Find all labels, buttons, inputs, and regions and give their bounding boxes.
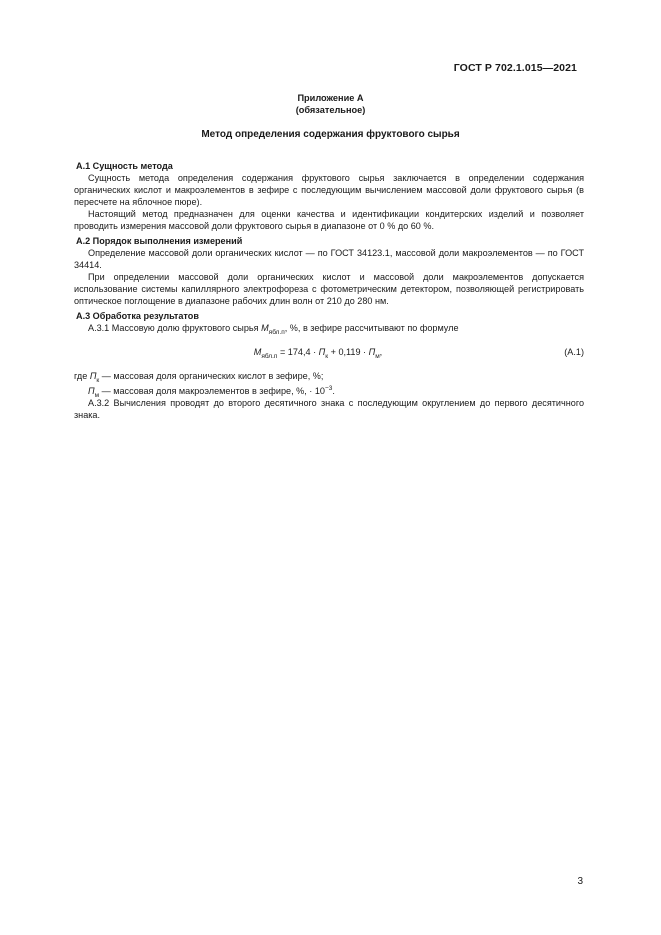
formula-p-m: П bbox=[368, 347, 376, 357]
formula-expression bbox=[74, 346, 584, 358]
formula-end: , bbox=[379, 347, 383, 357]
formula-sub-m: м bbox=[375, 352, 380, 360]
a3-p1-before: А.3.1 Массовую долю фруктового сырья bbox=[88, 323, 262, 333]
section-a1-heading: А.1 Сущность метода bbox=[76, 161, 173, 171]
symbol-m-subscript: ябл.п bbox=[268, 328, 285, 336]
page-title: Метод определения содержания фруктового сырья bbox=[201, 129, 460, 140]
section-a2-paragraph-2: При определении массовой доли органических кислот и массовой доли макроэлементов допускается использование системы капиллярного электрофореза с фотометрическим детектором, позволяющей регистрировать оптическое поглощение в диапазоне рабочих длин волн от 210 до 280 нм. bbox=[74, 272, 584, 306]
formula-p-k: П bbox=[318, 347, 326, 357]
section-a1-paragraph-2: Настоящий метод предназначен для оценки качества и идентификации кондитерских изделий и позволяет проводить измерения массовой доли фруктового сырья в диапазоне от 0 % до 60 %. bbox=[74, 209, 584, 231]
where-2-exponent: −3 bbox=[324, 384, 333, 392]
section-a2-heading: А.2 Порядок выполнения измерений bbox=[76, 236, 243, 246]
where-sub-k: к bbox=[96, 376, 100, 384]
where-line-2 bbox=[74, 385, 584, 397]
appendix-heading bbox=[0, 92, 661, 116]
section-a1-paragraph-1: Сущность метода определения содержания фруктового сырья заключается в определении содержания органических кислот и макроэлементов в зефире с последующим вычислением массовой доли фруктового сырья (в пересчете на яблочное пюре). bbox=[74, 173, 584, 207]
section-a3-paragraph-2: А.3.2 Вычисления проводят до второго десятичного знака с последующим округлением до первого десятичного знака. bbox=[74, 398, 584, 420]
formula-a1 bbox=[74, 346, 584, 360]
where-2-text: — массовая доля макроэлементов в зефире, %, · 10 bbox=[99, 386, 325, 396]
formula-lhs-subscript: ябл.п bbox=[261, 352, 278, 360]
formula-part-1: = 174,4 · bbox=[277, 347, 319, 357]
formula-part-2: + 0,119 · bbox=[328, 347, 369, 357]
appendix-status: (обязательное) bbox=[295, 105, 366, 115]
where-line-1 bbox=[74, 370, 584, 382]
section-a3-paragraph-1 bbox=[74, 322, 584, 334]
formula-lhs-m: M bbox=[253, 347, 262, 357]
document-body bbox=[74, 160, 584, 421]
where-1-text: — массовая доля органических кислот в зефире, %; bbox=[99, 371, 324, 381]
where-2-end: . bbox=[332, 386, 335, 396]
section-a3-heading: А.3 Обработка результатов bbox=[76, 311, 199, 321]
page-number: 3 bbox=[577, 876, 583, 887]
document-code: ГОСТ Р 702.1.015—2021 bbox=[453, 62, 577, 74]
formula-sub-k: к bbox=[325, 352, 329, 360]
where-symbol-p-2: П bbox=[88, 386, 95, 396]
formula-number: (А.1) bbox=[564, 347, 584, 357]
where-symbol-p: П bbox=[89, 371, 97, 381]
a3-p1-after: , %, в зефире рассчитывают по формуле bbox=[284, 323, 459, 333]
where-prefix: где bbox=[74, 371, 90, 381]
section-a2-paragraph-1: Определение массовой доли органических кислот — по ГОСТ 34123.1, массовой доли макроэлементов — по ГОСТ 34414. bbox=[74, 248, 584, 270]
appendix-label: Приложение А bbox=[297, 93, 364, 103]
where-sub-m: м bbox=[94, 391, 100, 399]
symbol-m: M bbox=[261, 323, 269, 333]
